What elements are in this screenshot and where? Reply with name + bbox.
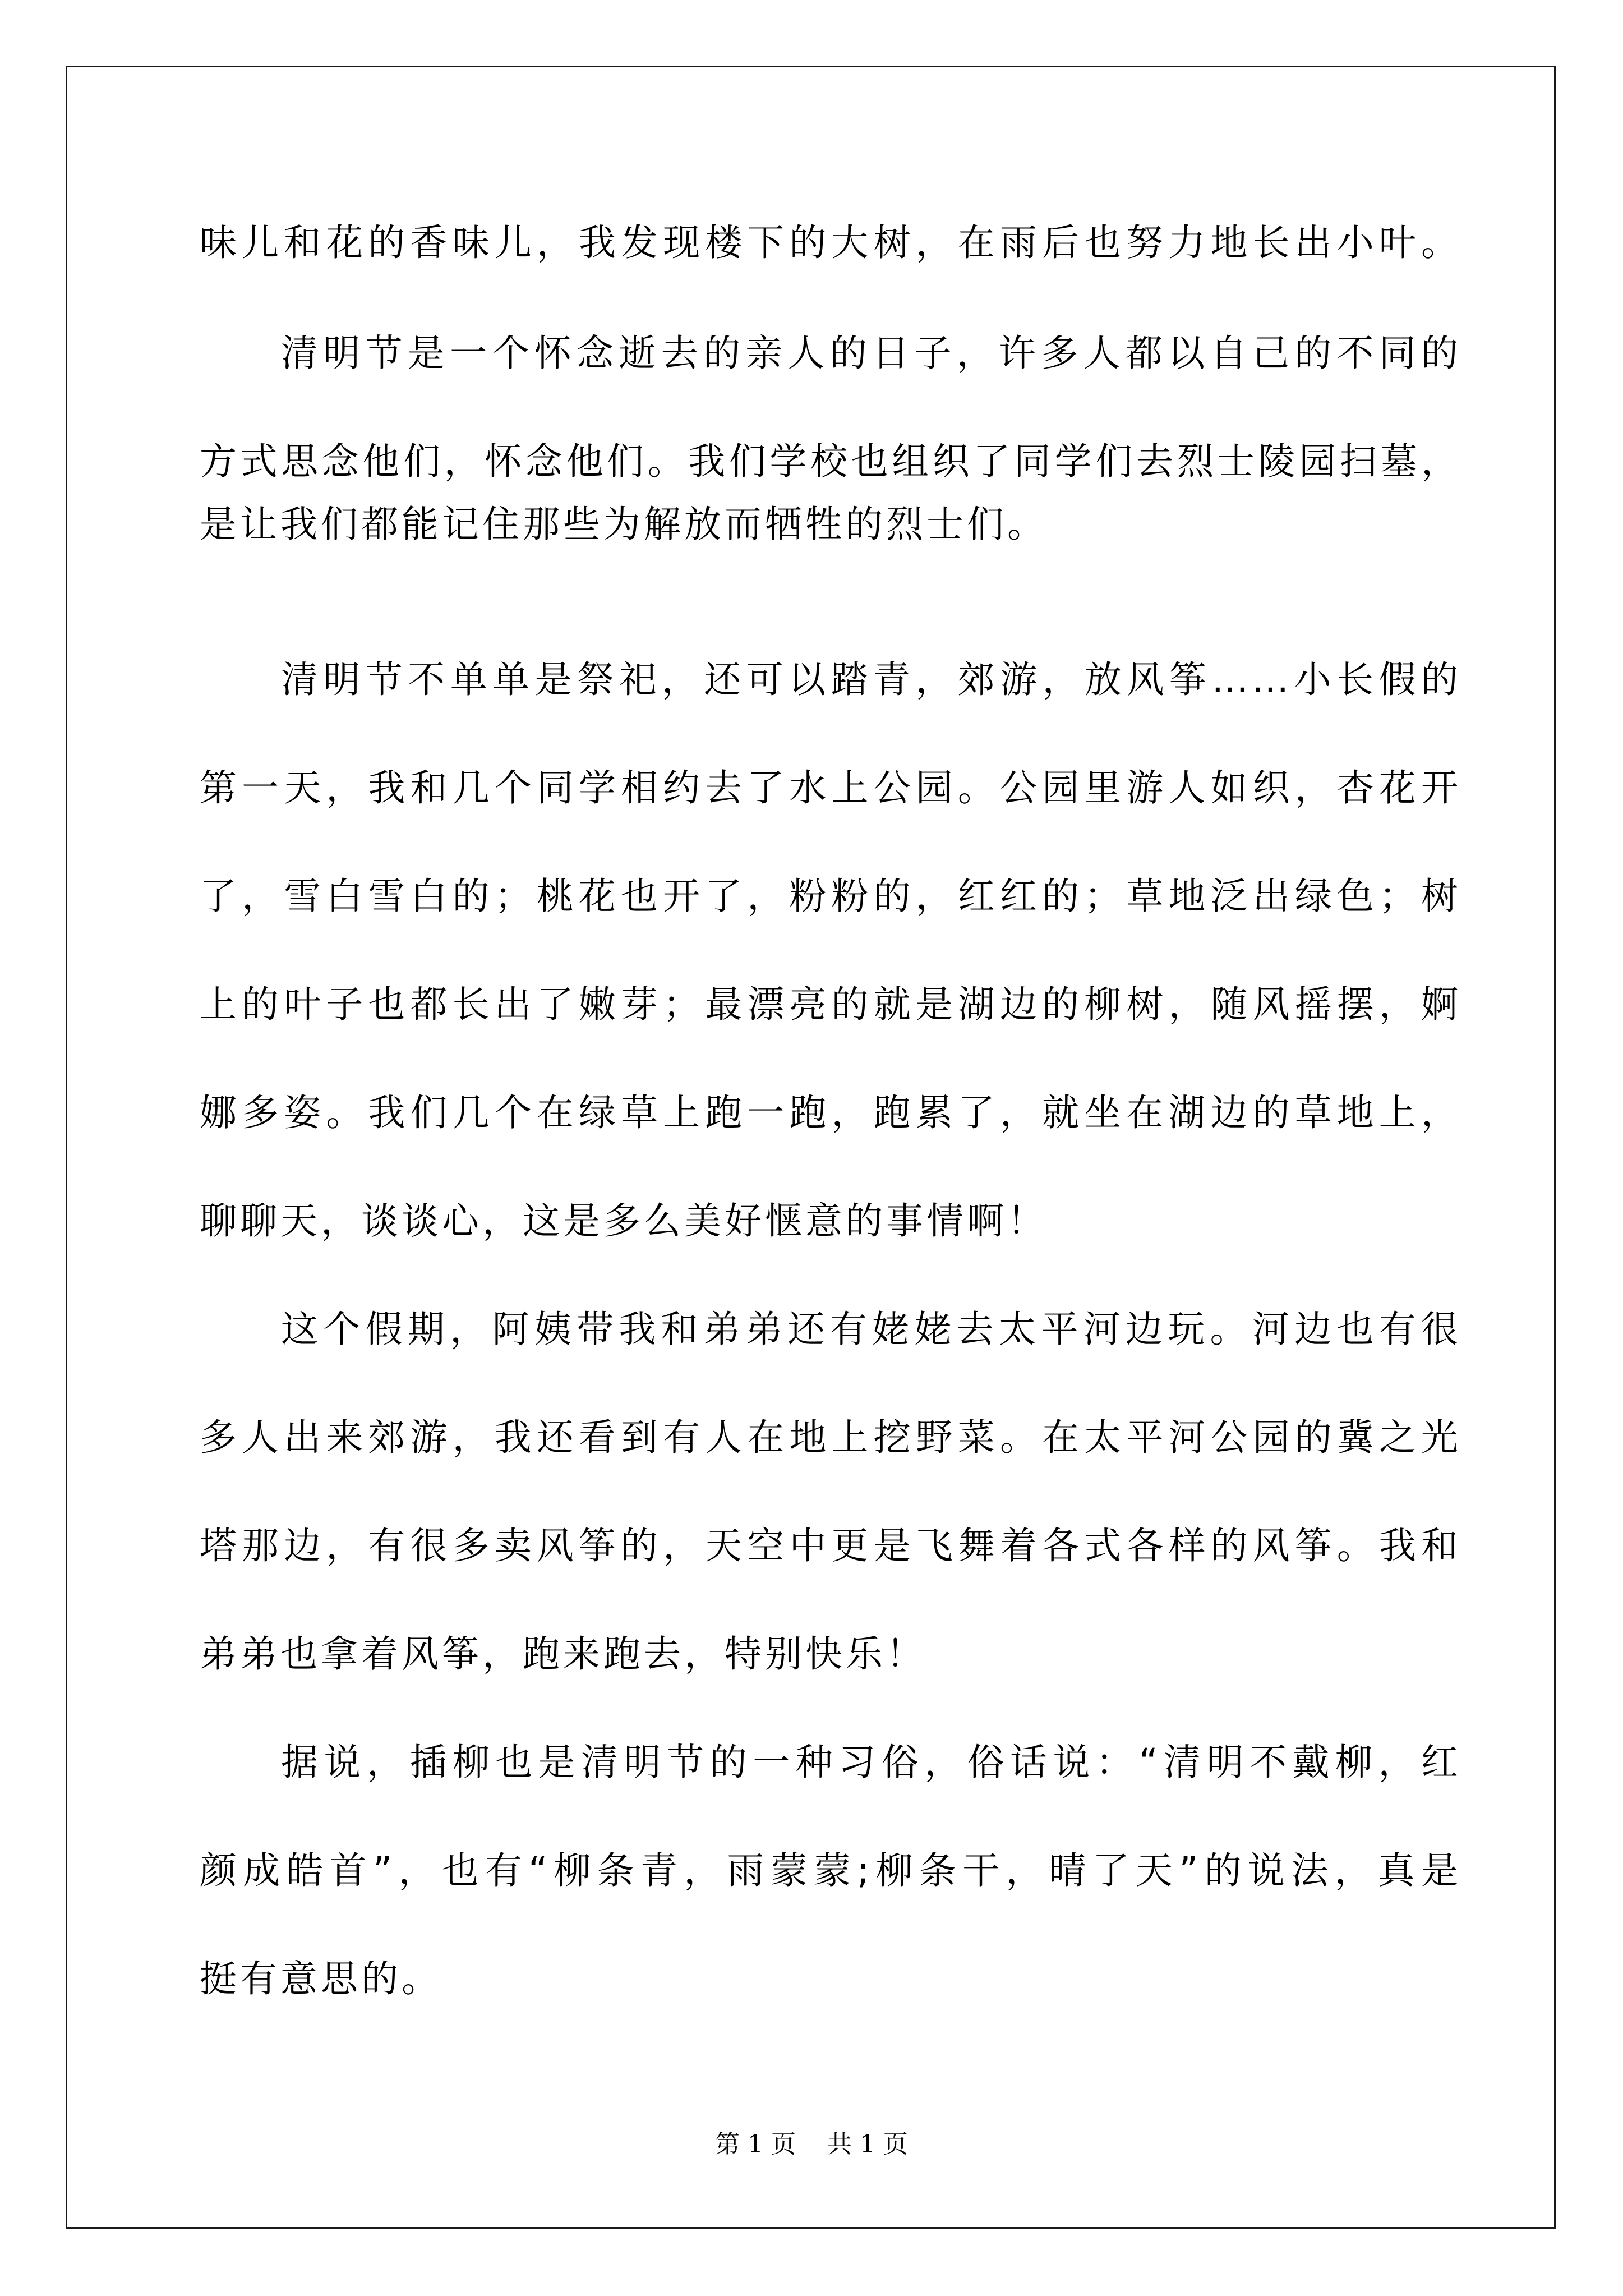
paragraph-first-line: 清明节不单单是祭祀，还可以踏青，郊游，放风筝……小长假的 — [281, 658, 1461, 701]
text-line: 了，雪白雪白的；桃花也开了，粉粉的，红红的；草地泛出绿色；树 — [200, 875, 1461, 918]
page-number-footer: 第 1 页 共 1 页 — [715, 2130, 908, 2159]
paragraph-first-line: 据说，插柳也是清明节的一种习俗，俗话说：“清明不戴柳，红 — [281, 1741, 1461, 1784]
text-line: 娜多姿。我们几个在绿草上跑一跑，跑累了，就坐在湖边的草地上， — [200, 1091, 1461, 1134]
text-line: 方式思念他们，怀念他们。我们学校也组织了同学们去烈士陵园扫墓， — [200, 440, 1461, 483]
text-line: 第一天，我和几个同学相约去了水上公园。公园里游人如织，杏花开 — [200, 766, 1461, 809]
text-line: 味儿和花的香味儿，我发现楼下的大树，在雨后也努力地长出小叶。 — [200, 221, 1461, 264]
text-line: 挺有意思的。 — [200, 1957, 442, 2000]
paragraph-first-line: 清明节是一个怀念逝去的亲人的日子，许多人都以自己的不同的 — [281, 332, 1461, 375]
paragraph-first-line: 这个假期，阿姨带我和弟弟还有姥姥去太平河边玩。河边也有很 — [281, 1308, 1461, 1351]
text-line: 弟弟也拿着风筝，跑来跑去，特别快乐！ — [200, 1632, 926, 1676]
text-line: 多人出来郊游，我还看到有人在地上挖野菜。在太平河公园的冀之光 — [200, 1416, 1461, 1459]
text-line: 颜成皓首”，也有“柳条青，雨蒙蒙;柳条干，晴了天”的说法，真是 — [200, 1849, 1461, 1892]
text-line: 上的叶子也都长出了嫩芽；最漂亮的就是湖边的柳树，随风摇摆，婀 — [200, 983, 1461, 1026]
page-border — [66, 66, 1556, 2229]
text-line: 聊聊天，谈谈心，这是多么美好惬意的事情啊！ — [200, 1199, 1048, 1243]
text-line: 是让我们都能记住那些为解放而牺牲的烈士们。 — [200, 503, 1048, 546]
text-line: 塔那边，有很多卖风筝的，天空中更是飞舞着各式各样的风筝。我和 — [200, 1524, 1461, 1567]
